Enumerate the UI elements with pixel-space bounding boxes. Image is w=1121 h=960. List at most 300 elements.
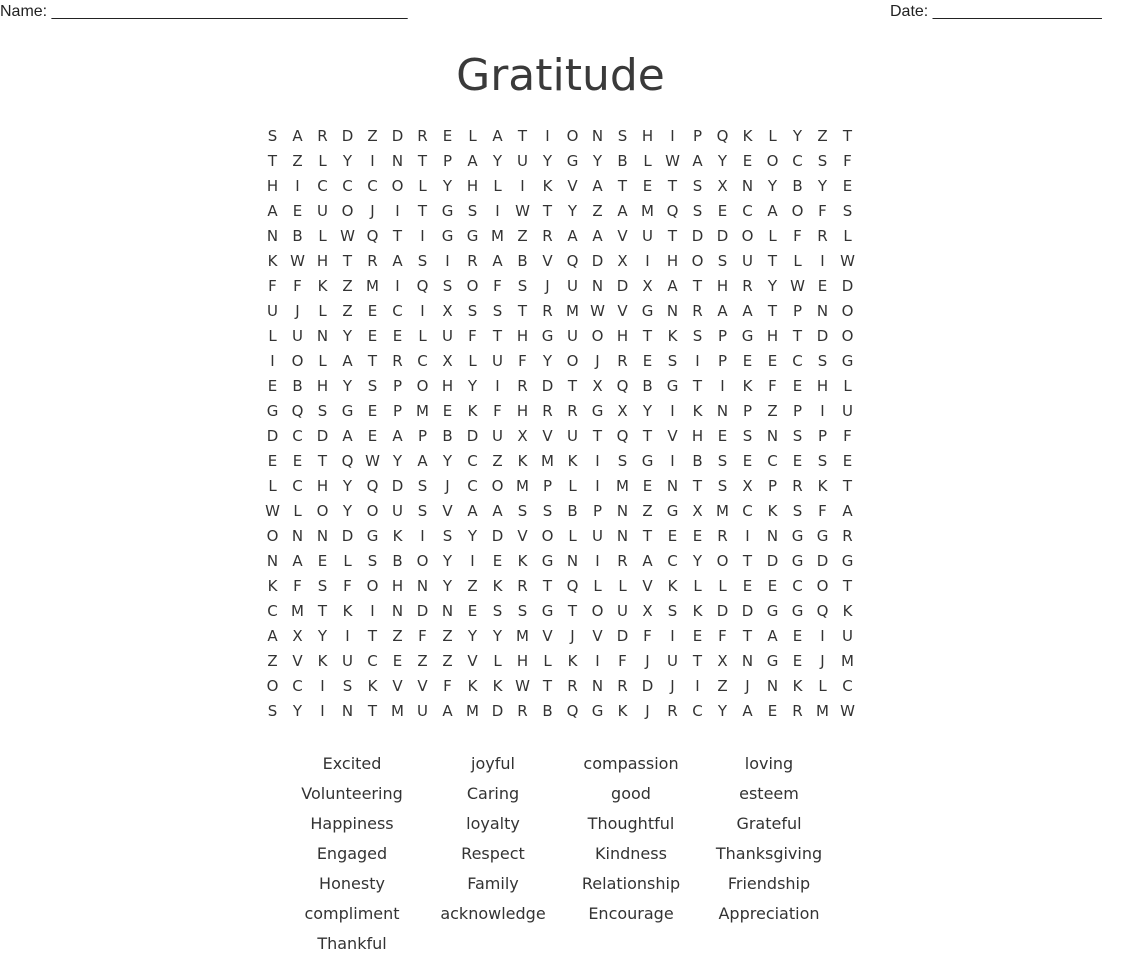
grid-letter[interactable]: S [817,152,828,170]
grid-letter[interactable]: G [441,227,454,245]
grid-letter[interactable]: F [818,202,827,220]
grid-letter[interactable]: U [592,527,603,545]
grid-letter[interactable]: Q [566,577,579,595]
grid-letter[interactable]: D [841,277,854,295]
grid-letter[interactable]: I [670,402,675,420]
grid-letter[interactable]: L [268,477,277,495]
grid-letter[interactable]: S [617,452,628,470]
grid-letter[interactable]: B [392,552,403,570]
grid-letter[interactable]: V [567,177,578,195]
grid-letter[interactable]: M [291,602,304,620]
grid-letter[interactable]: Z [717,677,728,695]
grid-letter[interactable]: L [618,577,627,595]
grid-letter[interactable]: E [367,427,378,445]
grid-letter[interactable]: V [417,677,428,695]
grid-letter[interactable]: H [441,377,454,395]
grid-letter[interactable]: I [320,702,325,720]
grid-letter[interactable]: N [316,327,329,345]
grid-letter[interactable]: T [767,302,778,320]
grid-letter[interactable]: F [493,402,502,420]
grid-letter[interactable]: Y [317,627,328,645]
grid-letter[interactable]: L [343,552,352,570]
grid-letter[interactable]: Y [692,552,703,570]
grid-letter[interactable]: L [293,502,302,520]
grid-letter[interactable]: D [716,227,729,245]
grid-letter[interactable]: O [291,352,304,370]
grid-letter[interactable]: N [591,277,604,295]
grid-letter[interactable]: C [292,427,303,445]
grid-letter[interactable]: K [367,677,378,695]
grid-letter[interactable]: F [343,577,352,595]
grid-letter[interactable]: H [391,577,404,595]
grid-letter[interactable]: E [467,602,478,620]
grid-letter[interactable]: A [767,202,778,220]
grid-letter[interactable]: O [541,527,554,545]
grid-letter[interactable]: S [667,352,678,370]
grid-letter[interactable]: R [717,527,728,545]
date-field[interactable]: Date: ___________________ [890,3,1102,20]
grid-letter[interactable]: V [292,652,303,670]
grid-letter[interactable]: R [842,527,853,545]
grid-letter[interactable]: S [492,302,503,320]
grid-letter[interactable]: G [766,602,779,620]
grid-letter[interactable]: O [391,177,404,195]
grid-letter[interactable]: H [716,277,729,295]
grid-letter[interactable]: N [766,527,779,545]
grid-letter[interactable]: R [667,702,678,720]
grid-letter[interactable]: Y [342,502,353,520]
grid-letter[interactable]: K [692,602,703,620]
grid-letter[interactable]: L [843,377,852,395]
grid-letter[interactable]: E [742,452,753,470]
grid-letter[interactable]: H [816,377,829,395]
grid-letter[interactable]: D [416,602,429,620]
grid-letter[interactable]: R [817,227,828,245]
grid-letter[interactable]: J [670,677,675,695]
grid-letter[interactable]: I [470,552,475,570]
grid-letter[interactable]: J [370,202,375,220]
grid-letter[interactable]: U [342,652,353,670]
grid-letter[interactable]: H [516,652,529,670]
grid-letter[interactable]: N [766,427,779,445]
grid-letter[interactable]: V [542,252,553,270]
grid-letter[interactable]: D [266,427,279,445]
grid-letter[interactable]: N [741,652,754,670]
grid-letter[interactable]: Q [366,477,379,495]
grid-letter[interactable]: U [417,702,428,720]
grid-letter[interactable]: M [541,452,554,470]
grid-letter[interactable]: H [641,127,654,145]
grid-letter[interactable]: F [268,277,277,295]
grid-letter[interactable]: G [841,352,854,370]
grid-letter[interactable]: A [742,702,753,720]
grid-letter[interactable]: K [542,177,553,195]
grid-letter[interactable]: L [718,577,727,595]
grid-letter[interactable]: J [820,652,825,670]
grid-letter[interactable]: Y [542,352,553,370]
grid-letter[interactable]: C [792,352,803,370]
grid-letter[interactable]: F [618,652,627,670]
grid-letter[interactable]: A [492,502,503,520]
grid-letter[interactable]: C [467,452,478,470]
grid-letter[interactable]: I [395,277,400,295]
grid-letter[interactable]: G [341,402,354,420]
grid-letter[interactable]: S [442,277,453,295]
grid-letter[interactable]: L [643,152,652,170]
grid-letter[interactable]: K [667,577,678,595]
grid-letter[interactable]: A [292,552,303,570]
grid-letter[interactable]: E [842,452,853,470]
grid-letter[interactable]: T [792,327,803,345]
grid-letter[interactable]: D [641,677,654,695]
grid-letter[interactable]: N [341,702,354,720]
grid-letter[interactable]: W [665,152,680,170]
grid-letter[interactable]: I [670,627,675,645]
grid-letter[interactable]: L [418,327,427,345]
grid-letter[interactable]: Y [342,152,353,170]
grid-letter[interactable]: W [265,502,280,520]
grid-letter[interactable]: C [792,152,803,170]
grid-letter[interactable]: N [316,527,329,545]
grid-letter[interactable]: G [666,377,679,395]
grid-letter[interactable]: A [342,427,353,445]
grid-letter[interactable]: W [840,702,855,720]
grid-letter[interactable]: C [742,502,753,520]
grid-letter[interactable]: H [666,252,679,270]
grid-letter[interactable]: U [642,227,653,245]
grid-letter[interactable]: W [515,202,530,220]
grid-letter[interactable]: D [816,327,829,345]
grid-letter[interactable]: Z [417,652,428,670]
grid-letter[interactable]: N [591,127,604,145]
grid-letter[interactable]: O [791,202,804,220]
grid-letter[interactable]: C [342,177,353,195]
grid-letter[interactable]: G [366,527,379,545]
grid-letter[interactable]: E [492,552,503,570]
grid-letter[interactable]: J [645,702,650,720]
grid-letter[interactable]: E [692,527,703,545]
grid-letter[interactable]: E [642,352,653,370]
grid-letter[interactable]: S [717,452,728,470]
grid-letter[interactable]: O [366,577,379,595]
grid-letter[interactable]: D [316,427,329,445]
grid-letter[interactable]: J [645,652,650,670]
grid-letter[interactable]: Q [416,277,429,295]
grid-letter[interactable]: R [617,677,628,695]
grid-letter[interactable]: V [517,527,528,545]
grid-letter[interactable]: I [420,227,425,245]
grid-letter[interactable]: E [642,477,653,495]
grid-letter[interactable]: C [667,552,678,570]
grid-letter[interactable]: E [442,127,453,145]
grid-letter[interactable]: U [292,327,303,345]
grid-letter[interactable]: G [541,327,554,345]
grid-letter[interactable]: Q [616,377,629,395]
grid-letter[interactable]: G [466,227,479,245]
grid-letter[interactable]: K [267,252,278,270]
grid-letter[interactable]: Y [342,377,353,395]
grid-letter[interactable]: E [667,527,678,545]
grid-letter[interactable]: N [666,477,679,495]
grid-letter[interactable]: B [692,452,703,470]
grid-letter[interactable]: D [391,127,404,145]
grid-letter[interactable]: E [292,452,303,470]
grid-letter[interactable]: K [667,327,678,345]
grid-letter[interactable]: S [717,477,728,495]
grid-letter[interactable]: O [591,602,604,620]
grid-letter[interactable]: S [367,552,378,570]
grid-letter[interactable]: M [716,502,729,520]
grid-letter[interactable]: Q [566,702,579,720]
grid-letter[interactable]: S [467,302,478,320]
grid-letter[interactable]: Z [267,652,278,670]
grid-letter[interactable]: Y [442,552,453,570]
grid-letter[interactable]: E [767,352,778,370]
grid-letter[interactable]: Z [292,152,303,170]
grid-letter[interactable]: M [816,702,829,720]
grid-letter[interactable]: K [617,702,628,720]
grid-letter[interactable]: V [642,577,653,595]
grid-letter[interactable]: R [542,227,553,245]
grid-letter[interactable]: B [567,502,578,520]
grid-letter[interactable]: Y [292,702,303,720]
grid-letter[interactable]: K [492,677,503,695]
grid-letter[interactable]: V [467,652,478,670]
grid-letter[interactable]: F [643,627,652,645]
grid-letter[interactable]: R [617,552,628,570]
grid-letter[interactable]: N [391,152,404,170]
grid-letter[interactable]: M [491,227,504,245]
grid-letter[interactable]: I [720,377,725,395]
grid-letter[interactable]: I [820,627,825,645]
grid-letter[interactable]: V [617,227,628,245]
grid-letter[interactable]: E [442,402,453,420]
grid-letter[interactable]: D [591,252,604,270]
grid-letter[interactable]: S [367,377,378,395]
grid-letter[interactable]: N [766,677,779,695]
grid-letter[interactable]: T [642,427,653,445]
grid-letter[interactable]: Z [392,627,403,645]
grid-letter[interactable]: I [370,602,375,620]
grid-letter[interactable]: N [291,527,304,545]
grid-letter[interactable]: E [267,377,278,395]
grid-letter[interactable]: A [492,252,503,270]
grid-letter[interactable]: K [517,552,528,570]
grid-letter[interactable]: U [617,602,628,620]
grid-letter[interactable]: U [492,352,503,370]
grid-letter[interactable]: M [841,652,854,670]
grid-letter[interactable]: T [542,577,553,595]
grid-letter[interactable]: G [741,327,754,345]
grid-letter[interactable]: R [517,377,528,395]
grid-letter[interactable]: E [367,402,378,420]
grid-letter[interactable]: P [717,327,728,345]
grid-letter[interactable]: E [792,377,803,395]
grid-letter[interactable]: Y [542,152,553,170]
grid-letter[interactable]: P [542,477,553,495]
grid-letter[interactable]: W [590,302,605,320]
grid-letter[interactable]: N [266,227,279,245]
grid-letter[interactable]: L [318,352,327,370]
grid-letter[interactable]: N [391,602,404,620]
grid-letter[interactable]: A [617,202,628,220]
grid-letter[interactable]: U [567,277,578,295]
grid-letter[interactable]: Y [442,577,453,595]
grid-letter[interactable]: N [441,602,454,620]
grid-letter[interactable]: T [842,477,853,495]
grid-letter[interactable]: E [742,352,753,370]
grid-letter[interactable]: N [566,552,579,570]
grid-letter[interactable]: P [817,427,828,445]
grid-letter[interactable]: Y [467,527,478,545]
grid-letter[interactable]: I [345,627,350,645]
grid-letter[interactable]: O [741,227,754,245]
grid-letter[interactable]: L [468,127,477,145]
grid-letter[interactable]: K [692,402,703,420]
grid-letter[interactable]: L [793,252,802,270]
grid-letter[interactable]: H [316,477,329,495]
grid-letter[interactable]: R [367,252,378,270]
name-field[interactable]: Name: ________________________________________ [0,3,408,20]
grid-letter[interactable]: G [266,402,279,420]
grid-letter[interactable]: I [820,402,825,420]
grid-letter[interactable]: Z [517,227,528,245]
grid-letter[interactable]: R [567,402,578,420]
grid-letter[interactable]: I [670,127,675,145]
grid-letter[interactable]: Y [717,702,728,720]
grid-letter[interactable]: W [290,252,305,270]
grid-letter[interactable]: B [617,152,628,170]
grid-letter[interactable]: T [642,527,653,545]
grid-letter[interactable]: L [493,177,502,195]
grid-letter[interactable]: O [816,577,829,595]
grid-letter[interactable]: A [742,302,753,320]
grid-letter[interactable]: O [316,502,329,520]
grid-letter[interactable]: T [692,652,703,670]
grid-letter[interactable]: P [717,352,728,370]
grid-letter[interactable]: H [466,177,479,195]
grid-letter[interactable]: L [543,652,552,670]
grid-letter[interactable]: I [670,452,675,470]
grid-letter[interactable]: S [417,252,428,270]
grid-letter[interactable]: C [292,477,303,495]
grid-letter[interactable]: S [542,502,553,520]
grid-letter[interactable]: P [792,302,803,320]
grid-letter[interactable]: I [595,652,600,670]
grid-letter[interactable]: L [318,152,327,170]
grid-letter[interactable]: T [842,577,853,595]
grid-letter[interactable]: D [491,527,504,545]
grid-letter[interactable]: O [691,252,704,270]
grid-letter[interactable]: F [293,577,302,595]
grid-letter[interactable]: W [840,252,855,270]
grid-letter[interactable]: D [616,627,629,645]
grid-letter[interactable]: T [317,452,328,470]
grid-letter[interactable]: T [317,602,328,620]
grid-letter[interactable]: G [641,302,654,320]
grid-letter[interactable]: U [442,327,453,345]
grid-letter[interactable]: A [392,252,403,270]
grid-letter[interactable]: F [718,627,727,645]
grid-letter[interactable]: X [717,652,728,670]
grid-letter[interactable]: Y [342,327,353,345]
grid-letter[interactable]: T [367,627,378,645]
grid-letter[interactable]: B [542,702,553,720]
grid-letter[interactable]: N [666,302,679,320]
grid-letter[interactable]: V [392,677,403,695]
grid-letter[interactable]: S [692,327,703,345]
grid-letter[interactable]: N [616,527,629,545]
grid-letter[interactable]: L [568,527,577,545]
grid-letter[interactable]: Z [492,452,503,470]
grid-letter[interactable]: D [341,527,354,545]
grid-letter[interactable]: S [692,177,703,195]
grid-letter[interactable]: O [766,152,779,170]
grid-letter[interactable]: F [518,352,527,370]
grid-letter[interactable]: A [692,152,703,170]
grid-letter[interactable]: Z [442,652,453,670]
grid-letter[interactable]: L [768,127,777,145]
grid-letter[interactable]: E [842,177,853,195]
grid-letter[interactable]: G [591,402,604,420]
grid-letter[interactable]: E [817,277,828,295]
grid-letter[interactable]: X [692,502,703,520]
grid-letter[interactable]: X [442,352,453,370]
grid-letter[interactable]: D [466,427,479,445]
grid-letter[interactable]: E [317,552,328,570]
grid-letter[interactable]: V [617,302,628,320]
grid-letter[interactable]: C [842,677,853,695]
grid-letter[interactable]: S [442,527,453,545]
grid-letter[interactable]: J [445,477,450,495]
grid-letter[interactable]: R [567,677,578,695]
grid-letter[interactable]: K [317,277,328,295]
grid-letter[interactable]: D [816,552,829,570]
grid-letter[interactable]: A [667,277,678,295]
grid-letter[interactable]: S [492,602,503,620]
grid-letter[interactable]: P [692,127,703,145]
grid-letter[interactable]: G [541,602,554,620]
grid-letter[interactable]: H [691,427,704,445]
grid-letter[interactable]: X [642,602,653,620]
grid-letter[interactable]: X [717,177,728,195]
grid-letter[interactable]: S [517,277,528,295]
grid-letter[interactable]: J [545,277,550,295]
grid-letter[interactable]: U [842,627,853,645]
grid-letter[interactable]: D [541,377,554,395]
grid-letter[interactable]: G [591,702,604,720]
grid-letter[interactable]: L [268,327,277,345]
grid-letter[interactable]: I [695,677,700,695]
grid-letter[interactable]: S [617,127,628,145]
grid-letter[interactable]: K [792,677,803,695]
grid-letter[interactable]: I [595,552,600,570]
grid-letter[interactable]: Y [467,627,478,645]
grid-letter[interactable]: M [391,702,404,720]
grid-letter[interactable]: C [742,202,753,220]
grid-letter[interactable]: K [492,577,503,595]
grid-letter[interactable]: A [292,127,303,145]
grid-letter[interactable]: S [792,427,803,445]
grid-letter[interactable]: T [517,302,528,320]
grid-letter[interactable]: B [517,252,528,270]
grid-letter[interactable]: I [370,152,375,170]
grid-letter[interactable]: Z [342,277,353,295]
grid-letter[interactable]: O [416,377,429,395]
grid-letter[interactable]: K [267,577,278,595]
grid-letter[interactable]: T [767,252,778,270]
grid-letter[interactable]: A [342,352,353,370]
